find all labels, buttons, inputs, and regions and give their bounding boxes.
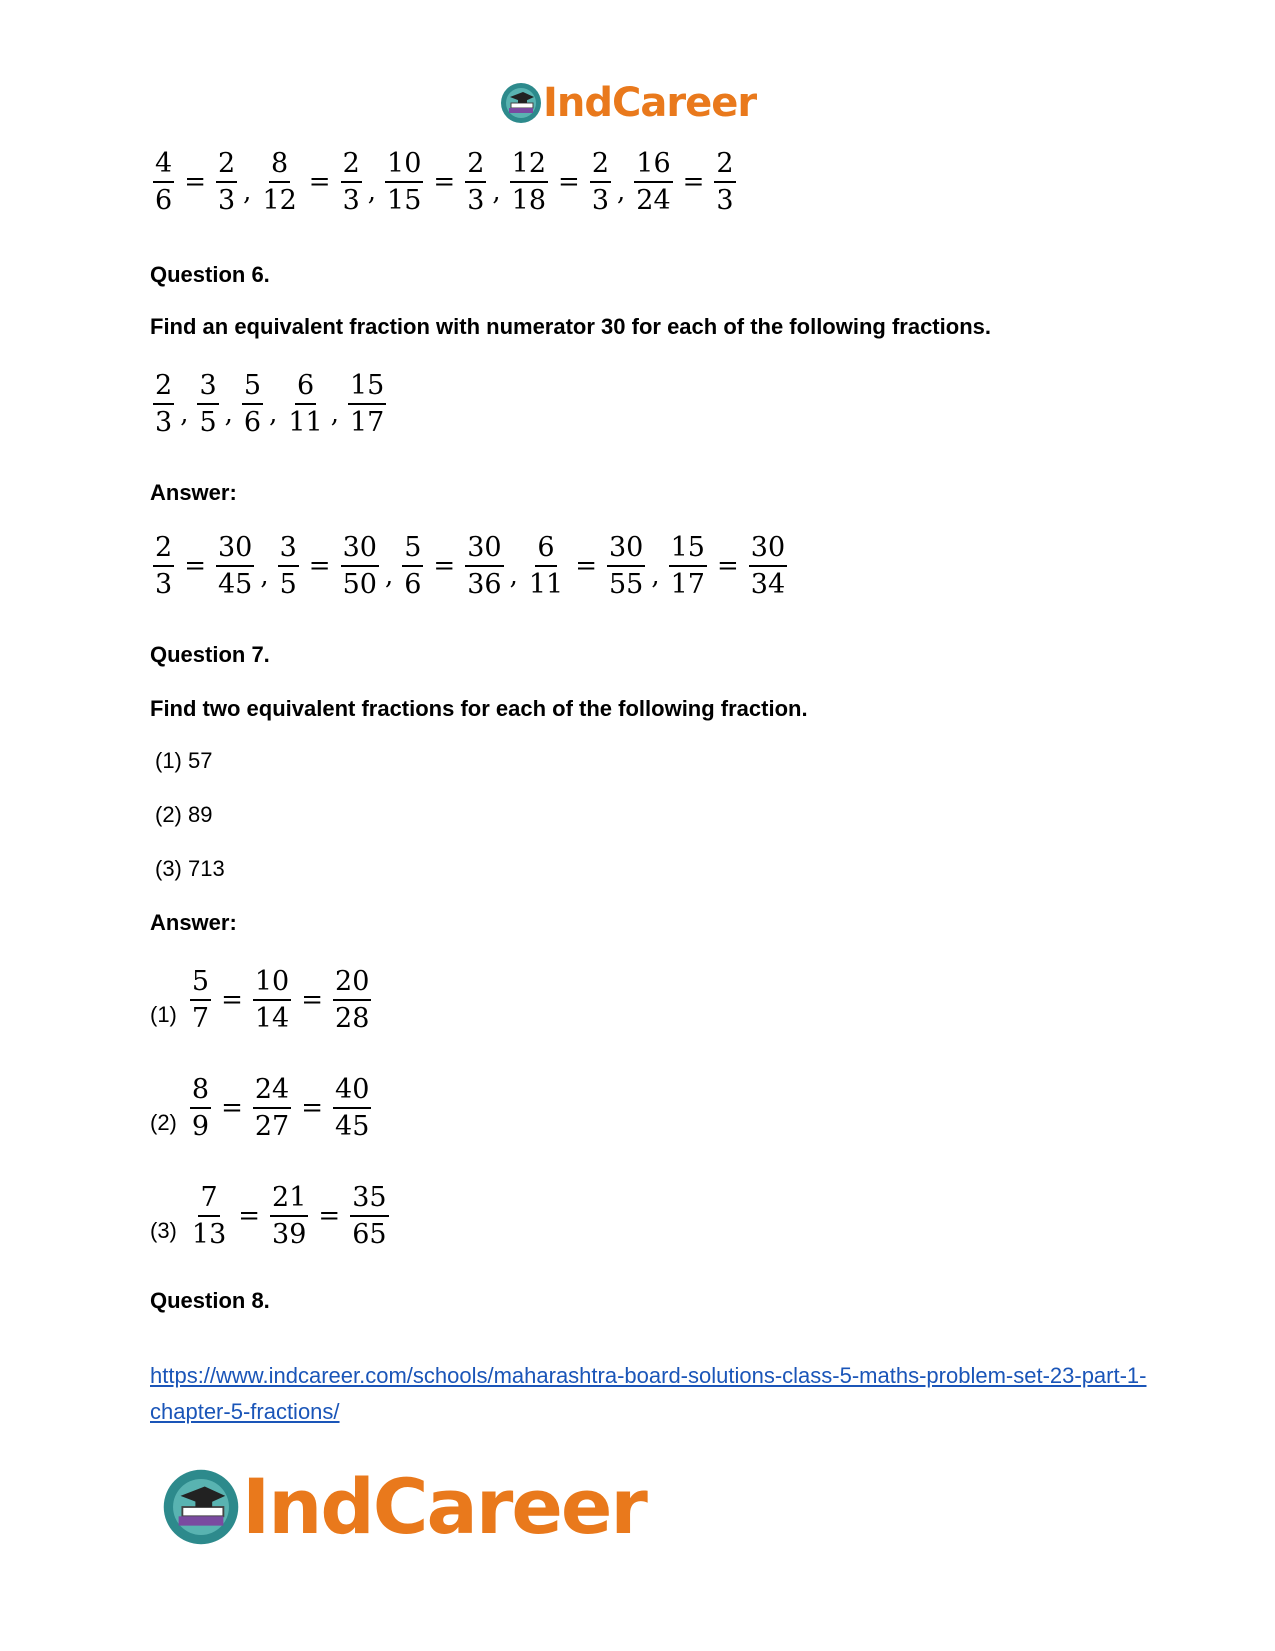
equals-sign: =	[575, 551, 597, 581]
numerator: 2	[714, 150, 735, 183]
denominator: 3	[467, 185, 485, 216]
graduation-book-icon	[499, 81, 543, 125]
equals-sign: =	[433, 551, 456, 581]
fraction	[197, 372, 218, 436]
numerator: 16	[634, 150, 672, 183]
equals-sign: =	[184, 551, 206, 581]
numerator: 2	[153, 372, 174, 405]
comma-separator: ,	[492, 177, 501, 207]
numerator: 40	[333, 1076, 371, 1109]
question-7-answer-2	[150, 1076, 374, 1140]
answer-equation	[187, 1076, 375, 1140]
numerator: 8	[269, 150, 290, 183]
denominator: 6	[243, 407, 262, 438]
numerator: 2	[465, 150, 486, 183]
denominator: 14	[254, 1003, 290, 1034]
denominator: 6	[404, 569, 422, 600]
denominator: 55	[608, 569, 644, 600]
comma-separator: ,	[260, 561, 269, 591]
comma-separator: ,	[243, 177, 252, 207]
fraction	[153, 150, 174, 214]
question-6-answer-equations	[150, 534, 790, 598]
numerator: 3	[197, 372, 218, 405]
equals-sign: =	[308, 551, 331, 581]
fraction	[270, 1184, 308, 1248]
equals-sign: =	[308, 167, 331, 197]
denominator: 11	[528, 569, 564, 600]
fraction	[253, 968, 291, 1032]
comma-separator: ,	[269, 399, 278, 429]
numerator: 6	[295, 372, 316, 405]
equals-sign: =	[221, 985, 243, 1015]
fraction	[749, 534, 787, 598]
comma-separator: ,	[330, 399, 339, 429]
equals-sign: =	[682, 167, 705, 197]
fraction	[242, 372, 263, 436]
denominator: 3	[155, 569, 173, 600]
numerator: 10	[253, 968, 291, 1001]
numerator: 2	[216, 150, 237, 183]
fraction	[714, 150, 735, 214]
logo-wordmark: IndCareer	[242, 1462, 646, 1551]
equals-sign: =	[238, 1201, 261, 1231]
fraction	[153, 534, 174, 598]
denominator: 9	[191, 1111, 210, 1142]
numerator: 6	[535, 534, 556, 567]
equals-sign: =	[318, 1201, 341, 1231]
numerator: 30	[216, 534, 254, 567]
question-6-heading: Question 6.	[150, 262, 270, 287]
comma-separator: ,	[224, 399, 233, 429]
equals-sign: =	[301, 1093, 324, 1123]
numerator: 35	[350, 1184, 388, 1217]
question-6-fractions	[150, 372, 389, 436]
fraction	[278, 534, 299, 598]
denominator: 3	[716, 185, 734, 216]
fraction	[350, 1184, 388, 1248]
comma-separator: ,	[384, 561, 394, 591]
denominator: 3	[155, 407, 173, 438]
question-7-answer-3	[150, 1184, 392, 1248]
denominator: 12	[262, 185, 297, 216]
footer-logo	[160, 1462, 646, 1552]
question-6-prompt: Find an equivalent fraction with numerator 30 for each of the following fractions.	[150, 314, 991, 339]
fraction	[634, 150, 672, 214]
answer-item-label: (1)	[150, 1002, 177, 1027]
comma-separator: ,	[180, 399, 189, 429]
denominator: 5	[279, 569, 297, 600]
numerator: 20	[333, 968, 371, 1001]
question-7-item: (2) 89	[155, 802, 213, 827]
denominator: 34	[750, 569, 786, 600]
numerator: 2	[590, 150, 611, 183]
question-7-item: (1) 57	[155, 748, 213, 773]
fraction	[402, 534, 423, 598]
question-6-answer-label: Answer:	[150, 480, 237, 505]
denominator: 3	[591, 185, 609, 216]
numerator: 21	[270, 1184, 308, 1217]
fraction	[607, 534, 645, 598]
denominator: 65	[352, 1219, 387, 1250]
numerator: 5	[190, 968, 211, 1001]
graduation-book-icon	[160, 1466, 242, 1548]
numerator: 2	[341, 150, 362, 183]
fraction	[216, 150, 237, 214]
question-8-heading: Question 8.	[150, 1288, 270, 1313]
header-logo	[499, 78, 756, 128]
fraction	[333, 968, 371, 1032]
fraction	[465, 150, 486, 214]
denominator: 27	[254, 1111, 290, 1142]
numerator: 15	[348, 372, 386, 405]
comma-separator: ,	[509, 561, 518, 591]
fraction	[465, 534, 503, 598]
equals-sign: =	[184, 167, 206, 197]
numerator: 24	[253, 1076, 291, 1109]
fraction	[153, 372, 174, 436]
numerator: 2	[153, 534, 174, 567]
fraction	[341, 534, 379, 598]
denominator: 50	[342, 569, 377, 600]
numerator: 30	[341, 534, 379, 567]
denominator: 45	[217, 569, 253, 600]
comma-separator: ,	[651, 561, 660, 591]
equals-sign: =	[221, 1093, 243, 1123]
q5-answer-equations	[150, 150, 739, 214]
fraction	[510, 150, 548, 214]
denominator: 11	[288, 407, 323, 438]
denominator: 24	[636, 185, 671, 216]
numerator: 30	[749, 534, 787, 567]
denominator: 3	[342, 185, 360, 216]
answer-equation	[187, 1184, 392, 1248]
fraction	[190, 1076, 211, 1140]
equals-sign: =	[433, 167, 456, 197]
fraction	[286, 372, 324, 436]
fraction	[385, 150, 423, 214]
denominator: 17	[349, 407, 385, 438]
numerator: 5	[242, 372, 263, 405]
denominator: 5	[199, 407, 217, 438]
equals-sign: =	[301, 985, 324, 1015]
denominator: 13	[191, 1219, 227, 1250]
fraction	[260, 150, 298, 214]
denominator: 45	[335, 1111, 370, 1142]
fraction	[190, 968, 211, 1032]
question-7-answer-label: Answer:	[150, 910, 237, 935]
question-7-answer-1	[150, 968, 374, 1032]
numerator: 30	[607, 534, 645, 567]
answer-item-label: (3)	[150, 1218, 177, 1243]
numerator: 8	[190, 1076, 211, 1109]
denominator: 39	[272, 1219, 307, 1250]
fraction	[216, 534, 254, 598]
question-7-item: (3) 713	[155, 856, 225, 881]
comma-separator: ,	[617, 177, 626, 207]
numerator: 5	[402, 534, 423, 567]
question-7-prompt: Find two equivalent fractions for each of the following fraction.	[150, 696, 808, 721]
answer-equation	[187, 968, 375, 1032]
fraction	[253, 1076, 291, 1140]
equals-sign: =	[558, 167, 580, 197]
numerator: 4	[153, 150, 174, 183]
logo-wordmark: IndCareer	[543, 80, 757, 126]
numerator: 3	[278, 534, 299, 567]
fraction	[348, 372, 386, 436]
denominator: 3	[217, 185, 236, 216]
denominator: 17	[670, 569, 705, 600]
fraction	[669, 534, 707, 598]
fraction	[527, 534, 565, 598]
source-link[interactable]: https://www.indcareer.com/schools/maharashtra-board-solutions-class-5-maths-problem-set-23-part-1-chapter-5-fractions/	[150, 1363, 1147, 1424]
fraction	[333, 1076, 371, 1140]
denominator: 18	[511, 185, 547, 216]
numerator: 30	[465, 534, 503, 567]
denominator: 15	[387, 185, 422, 216]
denominator: 28	[335, 1003, 370, 1034]
numerator: 7	[198, 1184, 219, 1217]
numerator: 12	[510, 150, 548, 183]
denominator: 6	[155, 185, 173, 216]
numerator: 15	[669, 534, 707, 567]
fraction	[190, 1184, 228, 1248]
denominator: 36	[467, 569, 502, 600]
fraction	[590, 150, 611, 214]
equals-sign: =	[716, 551, 739, 581]
denominator: 7	[191, 1003, 210, 1034]
numerator: 10	[385, 150, 423, 183]
comma-separator: ,	[367, 177, 377, 207]
fraction	[341, 150, 362, 214]
question-7-heading: Question 7.	[150, 642, 270, 667]
answer-item-label: (2)	[150, 1110, 177, 1135]
